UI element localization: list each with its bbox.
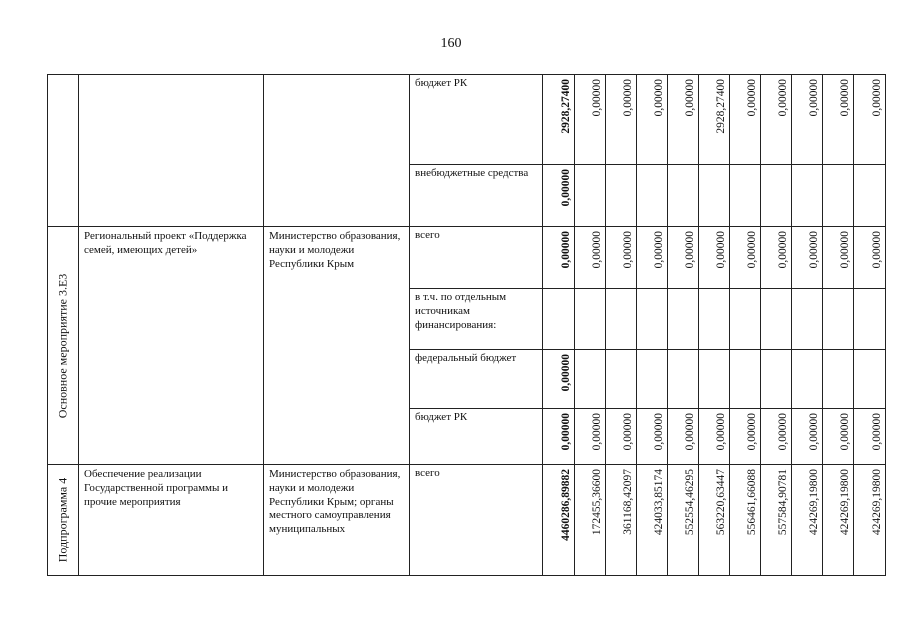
year-value-cell — [606, 465, 637, 576]
year-value-cell — [823, 289, 854, 350]
total-cell — [543, 227, 575, 289]
year-value-cell — [854, 289, 886, 350]
year-value-cell — [854, 350, 886, 409]
year-value: 0,00000 — [653, 79, 665, 117]
year-value-cell — [730, 227, 761, 289]
year-value-cell — [761, 227, 792, 289]
year-value-cell — [730, 465, 761, 576]
funding-source-cell — [410, 227, 543, 289]
year-value-cell — [792, 165, 823, 227]
year-value-cell — [761, 289, 792, 350]
year-value-cell — [792, 75, 823, 165]
year-value: 0,00000 — [808, 79, 820, 117]
year-value-cell — [823, 165, 854, 227]
year-value-cell — [637, 227, 668, 289]
year-value: 0,00000 — [870, 79, 883, 117]
total-value: 0,00000 — [559, 354, 572, 392]
year-value-cell — [699, 465, 730, 576]
year-value-cell — [668, 409, 699, 465]
year-value-cell — [668, 75, 699, 165]
total-cell — [543, 350, 575, 409]
section-code: Подпрограмма 4 — [55, 477, 70, 563]
year-value-cell — [730, 165, 761, 227]
year-value-cell — [637, 165, 668, 227]
year-value-cell — [823, 350, 854, 409]
year-value: 0,00000 — [653, 413, 665, 451]
year-value: 0,00000 — [684, 79, 696, 117]
year-value: 0,00000 — [808, 413, 820, 451]
section-executor-cell — [264, 465, 410, 576]
year-value-cell — [792, 289, 823, 350]
year-value: 0,00000 — [839, 79, 851, 117]
year-value-cell — [668, 350, 699, 409]
year-value-cell — [854, 75, 886, 165]
funding-source-cell — [410, 409, 543, 465]
year-value: 424269,19800 — [839, 469, 851, 536]
year-value-cell — [668, 465, 699, 576]
year-value-cell — [792, 409, 823, 465]
budget-table — [47, 74, 886, 576]
year-value-cell — [699, 409, 730, 465]
year-value-cell — [637, 350, 668, 409]
year-value-cell — [854, 165, 886, 227]
table-row — [48, 465, 886, 576]
year-value: 0,00000 — [591, 413, 603, 451]
year-value: 424033,85174 — [653, 469, 665, 536]
year-value-cell — [792, 227, 823, 289]
section-executor-cell — [264, 227, 410, 465]
page-number: 160 — [440, 36, 462, 51]
year-value-cell — [823, 465, 854, 576]
total-value: 2928,27400 — [559, 79, 572, 134]
year-value-cell — [761, 350, 792, 409]
funding-source: внебюджетные средства — [415, 167, 529, 179]
year-value-cell — [854, 227, 886, 289]
year-value-cell — [792, 350, 823, 409]
year-value-cell — [575, 409, 606, 465]
section-code-cell — [48, 75, 79, 227]
funding-source: всего — [415, 467, 440, 479]
year-value: 424269,19800 — [808, 469, 820, 536]
year-value: 0,00000 — [839, 231, 851, 269]
year-value: 0,00000 — [870, 231, 883, 269]
year-value: 0,00000 — [684, 231, 696, 269]
year-value: 0,00000 — [622, 413, 634, 451]
funding-source: в т.ч. по отдельным источникам финансирования: — [415, 291, 507, 331]
year-value-cell — [699, 289, 730, 350]
year-value-cell — [823, 75, 854, 165]
year-value-cell — [699, 350, 730, 409]
total-cell — [543, 75, 575, 165]
year-value-cell — [606, 75, 637, 165]
year-value-cell — [606, 227, 637, 289]
year-value: 172455,36600 — [591, 469, 603, 536]
total-value: 0,00000 — [559, 169, 572, 207]
total-cell — [543, 289, 575, 350]
total-value: 0,00000 — [559, 231, 572, 269]
year-value: 563220,63447 — [715, 469, 727, 536]
year-value: 0,00000 — [839, 413, 851, 451]
year-value: 361168,42097 — [622, 469, 634, 535]
year-value-cell — [854, 409, 886, 465]
total-cell — [543, 465, 575, 576]
section-code-cell — [48, 465, 79, 576]
year-value: 0,00000 — [746, 413, 758, 451]
year-value-cell — [761, 465, 792, 576]
year-value: 0,00000 — [715, 231, 727, 269]
year-value-cell — [730, 350, 761, 409]
funding-source-cell — [410, 75, 543, 165]
year-value: 0,00000 — [591, 231, 603, 269]
year-value-cell — [575, 165, 606, 227]
year-value: 0,00000 — [684, 413, 696, 451]
section-title: Региональный проект «Поддержка семей, имеющих детей» — [84, 230, 247, 256]
year-value-cell — [575, 465, 606, 576]
year-value-cell — [823, 227, 854, 289]
year-value: 2928,27400 — [715, 79, 727, 134]
total-value: 0,00000 — [559, 413, 572, 451]
year-value: 0,00000 — [591, 79, 603, 117]
section-executor: Министерство образования, науки и молодежи Республики Крым — [269, 230, 401, 270]
year-value-cell — [575, 350, 606, 409]
funding-source: федеральный бюджет — [415, 352, 517, 364]
year-value-cell — [575, 75, 606, 165]
year-value: 0,00000 — [653, 231, 665, 269]
year-value-cell — [730, 409, 761, 465]
year-value: 0,00000 — [622, 231, 634, 269]
year-value-cell — [761, 75, 792, 165]
year-value: 0,00000 — [777, 79, 789, 117]
year-value-cell — [823, 409, 854, 465]
year-value-cell — [637, 75, 668, 165]
funding-source-cell — [410, 289, 543, 350]
funding-source: бюджет РК — [415, 411, 468, 423]
total-cell — [543, 409, 575, 465]
year-value: 556461,66088 — [746, 469, 758, 536]
year-value: 0,00000 — [870, 413, 883, 451]
year-value: 0,00000 — [808, 231, 820, 269]
table-row — [48, 75, 886, 165]
funding-source-cell — [410, 165, 543, 227]
year-value-cell — [637, 465, 668, 576]
year-value-cell — [606, 409, 637, 465]
year-value: 552554,46295 — [684, 469, 696, 536]
year-value-cell — [761, 165, 792, 227]
year-value-cell — [668, 165, 699, 227]
year-value-cell — [730, 289, 761, 350]
section-title: Обеспечение реализации Государственной программы и прочие мероприятия — [84, 468, 229, 508]
section-title-cell — [79, 465, 264, 576]
total-value: 4460286,89882 — [559, 469, 572, 541]
year-value: 0,00000 — [746, 231, 758, 269]
year-value: 0,00000 — [715, 413, 727, 451]
year-value-cell — [792, 465, 823, 576]
table-row — [48, 227, 886, 289]
year-value: 0,00000 — [746, 79, 758, 117]
year-value-cell — [637, 409, 668, 465]
year-value: 0,00000 — [777, 231, 789, 269]
year-value: 0,00000 — [622, 79, 634, 117]
year-value-cell — [699, 165, 730, 227]
year-value-cell — [699, 75, 730, 165]
year-value-cell — [668, 289, 699, 350]
year-value-cell — [730, 75, 761, 165]
section-executor: Министерство образования, науки и молодежи Республики Крым; органы местного самоуправления муниципальных — [269, 468, 401, 535]
year-value-cell — [668, 227, 699, 289]
year-value: 557584,90781 — [777, 469, 789, 536]
funding-source-cell — [410, 350, 543, 409]
year-value-cell — [699, 227, 730, 289]
section-code-cell — [48, 227, 79, 465]
total-cell — [543, 165, 575, 227]
year-value-cell — [575, 227, 606, 289]
year-value: 0,00000 — [777, 413, 789, 451]
year-value-cell — [575, 289, 606, 350]
funding-source: всего — [415, 229, 440, 241]
section-executor-cell — [264, 75, 410, 227]
section-title-cell — [79, 227, 264, 465]
section-code: Основное мероприятие 3.Е3 — [55, 273, 70, 418]
year-value-cell — [606, 165, 637, 227]
funding-source-cell — [410, 465, 543, 576]
year-value: 424269,19800 — [870, 469, 883, 536]
year-value-cell — [761, 409, 792, 465]
year-value-cell — [606, 350, 637, 409]
year-value-cell — [606, 289, 637, 350]
year-value-cell — [854, 465, 886, 576]
funding-source: бюджет РК — [415, 77, 468, 89]
year-value-cell — [637, 289, 668, 350]
section-title-cell — [79, 75, 264, 227]
